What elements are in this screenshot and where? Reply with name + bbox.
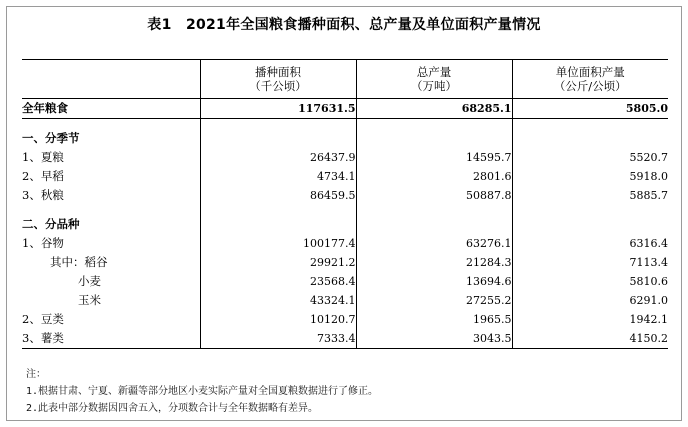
table-row bbox=[22, 148, 668, 167]
cell-total-output: 2801.6 bbox=[356, 167, 512, 186]
cell-sown-area: 23568.4 bbox=[200, 272, 356, 291]
row-label: 1、谷物 bbox=[22, 236, 64, 250]
header-total-output-name: 总产量 bbox=[416, 65, 452, 79]
header-sown-area bbox=[200, 60, 356, 99]
row-label: 2、早稻 bbox=[22, 169, 64, 183]
row-label: 1、夏粮 bbox=[22, 150, 64, 164]
cell-yield: 6316.4 bbox=[512, 234, 668, 253]
row-label: 3、秋粮 bbox=[22, 188, 64, 202]
cell-sown-area: 26437.9 bbox=[200, 148, 356, 167]
cell-sown-area: 4734.1 bbox=[200, 167, 356, 186]
cell-yield: 5520.7 bbox=[512, 148, 668, 167]
cell-total-output: 21284.3 bbox=[356, 253, 512, 272]
header-total-output bbox=[356, 60, 512, 99]
table-row bbox=[22, 234, 668, 253]
header-row bbox=[22, 60, 668, 99]
cell-yield: 5805.0 bbox=[512, 99, 668, 119]
cell-total-output: 1965.5 bbox=[356, 310, 512, 329]
section-heading: 一、分季节 bbox=[22, 131, 80, 145]
cell-total-output: 14595.7 bbox=[356, 148, 512, 167]
section-heading-row bbox=[22, 129, 668, 148]
cell-total-output: 3043.5 bbox=[356, 329, 512, 349]
cell-total-output: 68285.1 bbox=[356, 99, 512, 119]
header-total-output-unit: （万吨） bbox=[411, 79, 457, 93]
cell-total-output: 27255.2 bbox=[356, 291, 512, 310]
cell-sown-area: 7333.4 bbox=[200, 329, 356, 349]
cell-yield: 4150.2 bbox=[512, 329, 668, 349]
table-row bbox=[22, 167, 668, 186]
row-label: 全年粮食 bbox=[22, 99, 200, 119]
row-label: 小麦 bbox=[78, 274, 101, 288]
table-row bbox=[22, 291, 668, 310]
cell-total-output: 50887.8 bbox=[356, 186, 512, 205]
cell-sown-area: 29921.2 bbox=[200, 253, 356, 272]
row-label: 3、薯类 bbox=[22, 329, 200, 349]
header-yield-unit: （公斤/公顷） bbox=[553, 79, 627, 93]
cell-total-output: 13694.6 bbox=[356, 272, 512, 291]
note-item: 2.此表中部分数据因四舍五入，分项数合计与全年数据略有差异。 bbox=[26, 403, 319, 414]
table-row bbox=[22, 329, 668, 349]
table-row bbox=[22, 272, 668, 291]
table-row bbox=[22, 310, 668, 329]
cell-yield: 5918.0 bbox=[512, 167, 668, 186]
table-notes bbox=[26, 366, 378, 417]
notes-heading: 注： bbox=[26, 369, 46, 380]
cell-yield: 5885.7 bbox=[512, 186, 668, 205]
row-label: 玉米 bbox=[78, 293, 101, 307]
cell-yield: 6291.0 bbox=[512, 291, 668, 310]
header-sown-area-name: 播种面积 bbox=[255, 65, 301, 79]
cell-total-output: 63276.1 bbox=[356, 234, 512, 253]
table-row-total bbox=[22, 99, 668, 119]
cell-yield: 7113.4 bbox=[512, 253, 668, 272]
header-sown-area-unit: （千公顷） bbox=[249, 79, 307, 93]
note-item: 1.根据甘肃、宁夏、新疆等部分地区小麦实际产量对全国夏粮数据进行了修正。 bbox=[26, 386, 379, 397]
table-row bbox=[22, 253, 668, 272]
header-yield bbox=[512, 60, 668, 99]
cell-sown-area: 117631.5 bbox=[200, 99, 356, 119]
section-heading: 二、分品种 bbox=[22, 217, 80, 231]
table-row bbox=[22, 186, 668, 205]
header-yield-name: 单位面积产量 bbox=[555, 65, 625, 79]
spacer-row bbox=[22, 205, 668, 215]
grain-data-table bbox=[22, 59, 668, 349]
header-blank-cell bbox=[22, 60, 200, 99]
cell-sown-area: 43324.1 bbox=[200, 291, 356, 310]
spacer-row bbox=[22, 119, 668, 130]
cell-sown-area: 86459.5 bbox=[200, 186, 356, 205]
table-title: 表1 2021年全国粮食播种面积、总产量及单位面积产量情况 bbox=[147, 17, 541, 33]
row-label: 2、豆类 bbox=[22, 312, 64, 326]
cell-yield: 1942.1 bbox=[512, 310, 668, 329]
section-heading-row bbox=[22, 215, 668, 234]
cell-yield: 5810.6 bbox=[512, 272, 668, 291]
cell-sown-area: 10120.7 bbox=[200, 310, 356, 329]
row-label: 其中：稻谷 bbox=[50, 255, 108, 269]
cell-sown-area: 100177.4 bbox=[200, 234, 356, 253]
